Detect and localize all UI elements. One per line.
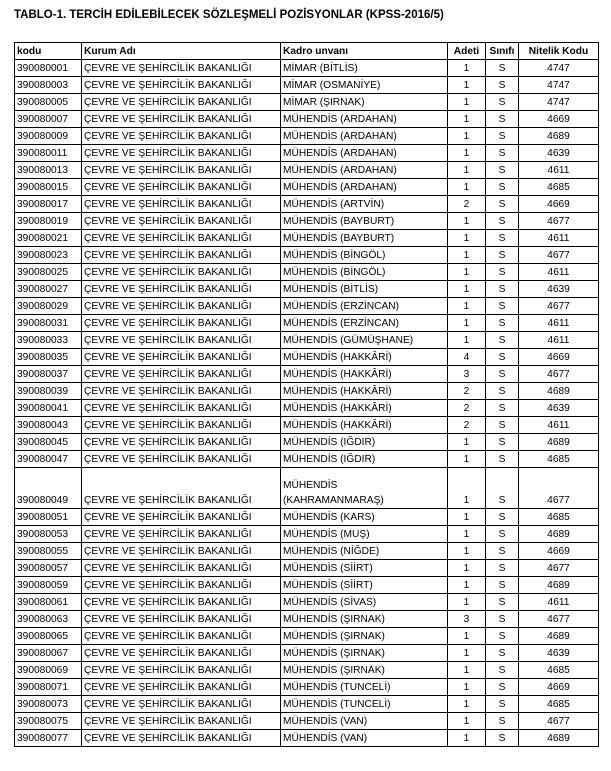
cell-kurum-adi: ÇEVRE VE ŞEHİRCİLİK BAKANLIĞI bbox=[82, 679, 281, 696]
cell-kurum-adi: ÇEVRE VE ŞEHİRCİLİK BAKANLIĞI bbox=[82, 145, 281, 162]
cell-nitelik-kodu: 4689 bbox=[519, 434, 599, 451]
cell-sinifi: S bbox=[486, 594, 519, 611]
cell-kurum-adi: ÇEVRE VE ŞEHİRCİLİK BAKANLIĞI bbox=[82, 264, 281, 281]
table-row bbox=[15, 577, 599, 594]
table-row bbox=[15, 111, 599, 128]
cell-kurum-adi: ÇEVRE VE ŞEHİRCİLİK BAKANLIĞI bbox=[82, 332, 281, 349]
cell-kadro-unvani: MÜHENDİS (VAN) bbox=[281, 730, 448, 747]
table-body bbox=[15, 60, 599, 747]
cell-kodu: 390080033 bbox=[15, 332, 82, 349]
cell-kurum-adi: ÇEVRE VE ŞEHİRCİLİK BAKANLIĞI bbox=[82, 213, 281, 230]
cell-sinifi: S bbox=[486, 434, 519, 451]
cell-adeti: 1 bbox=[448, 264, 486, 281]
cell-kadro-unvani: MÜHENDİS (KARS) bbox=[281, 509, 448, 526]
cell-sinifi: S bbox=[486, 628, 519, 645]
table-row bbox=[15, 128, 599, 145]
cell-sinifi: S bbox=[486, 315, 519, 332]
cell-adeti: 2 bbox=[448, 400, 486, 417]
cell-adeti: 1 bbox=[448, 730, 486, 747]
cell-kodu: 390080059 bbox=[15, 577, 82, 594]
cell-sinifi: S bbox=[486, 577, 519, 594]
cell-kodu: 390080025 bbox=[15, 264, 82, 281]
cell-adeti: 1 bbox=[448, 468, 486, 509]
cell-sinifi: S bbox=[486, 417, 519, 434]
cell-kurum-adi: ÇEVRE VE ŞEHİRCİLİK BAKANLIĞI bbox=[82, 577, 281, 594]
cell-kurum-adi: ÇEVRE VE ŞEHİRCİLİK BAKANLIĞI bbox=[82, 60, 281, 77]
cell-kurum-adi: ÇEVRE VE ŞEHİRCİLİK BAKANLIĞI bbox=[82, 628, 281, 645]
cell-kurum-adi: ÇEVRE VE ŞEHİRCİLİK BAKANLIĞI bbox=[82, 315, 281, 332]
cell-nitelik-kodu: 4669 bbox=[519, 349, 599, 366]
cell-nitelik-kodu: 4685 bbox=[519, 451, 599, 468]
cell-adeti: 1 bbox=[448, 679, 486, 696]
cell-nitelik-kodu: 4611 bbox=[519, 230, 599, 247]
cell-sinifi: S bbox=[486, 713, 519, 730]
cell-nitelik-kodu: 4689 bbox=[519, 526, 599, 543]
cell-kodu: 390080077 bbox=[15, 730, 82, 747]
cell-sinifi: S bbox=[486, 213, 519, 230]
cell-kodu: 390080053 bbox=[15, 526, 82, 543]
cell-kadro-unvani: MÜHENDİS (BİTLİS) bbox=[281, 281, 448, 298]
cell-kadro-unvani: MÜHENDİS (ARTVİN) bbox=[281, 196, 448, 213]
table-row bbox=[15, 230, 599, 247]
cell-nitelik-kodu: 4639 bbox=[519, 281, 599, 298]
cell-nitelik-kodu: 4611 bbox=[519, 264, 599, 281]
cell-kodu: 390080047 bbox=[15, 451, 82, 468]
cell-kadro-unvani: MÜHENDİS (IĞDIR) bbox=[281, 451, 448, 468]
cell-kurum-adi: ÇEVRE VE ŞEHİRCİLİK BAKANLIĞI bbox=[82, 349, 281, 366]
cell-nitelik-kodu: 4677 bbox=[519, 611, 599, 628]
cell-adeti: 1 bbox=[448, 645, 486, 662]
cell-sinifi: S bbox=[486, 145, 519, 162]
cell-sinifi: S bbox=[486, 400, 519, 417]
cell-kurum-adi: ÇEVRE VE ŞEHİRCİLİK BAKANLIĞI bbox=[82, 383, 281, 400]
cell-kurum-adi: ÇEVRE VE ŞEHİRCİLİK BAKANLIĞI bbox=[82, 611, 281, 628]
cell-adeti: 1 bbox=[448, 713, 486, 730]
cell-nitelik-kodu: 4611 bbox=[519, 332, 599, 349]
table-row bbox=[15, 264, 599, 281]
cell-kurum-adi: ÇEVRE VE ŞEHİRCİLİK BAKANLIĞI bbox=[82, 94, 281, 111]
table-row bbox=[15, 60, 599, 77]
cell-adeti: 1 bbox=[448, 145, 486, 162]
table-row bbox=[15, 628, 599, 645]
cell-kurum-adi: ÇEVRE VE ŞEHİRCİLİK BAKANLIĞI bbox=[82, 594, 281, 611]
table-row bbox=[15, 94, 599, 111]
cell-sinifi: S bbox=[486, 730, 519, 747]
cell-adeti: 1 bbox=[448, 594, 486, 611]
cell-kurum-adi: ÇEVRE VE ŞEHİRCİLİK BAKANLIĞI bbox=[82, 434, 281, 451]
cell-nitelik-kodu: 4669 bbox=[519, 111, 599, 128]
cell-sinifi: S bbox=[486, 298, 519, 315]
cell-kodu: 390080063 bbox=[15, 611, 82, 628]
table-row bbox=[15, 509, 599, 526]
cell-adeti: 1 bbox=[448, 577, 486, 594]
table-row bbox=[15, 315, 599, 332]
cell-sinifi: S bbox=[486, 94, 519, 111]
cell-kurum-adi: ÇEVRE VE ŞEHİRCİLİK BAKANLIĞI bbox=[82, 230, 281, 247]
table-row bbox=[15, 383, 599, 400]
cell-adeti: 1 bbox=[448, 696, 486, 713]
cell-kadro-unvani: MÜHENDİS (HAKKÂRİ) bbox=[281, 383, 448, 400]
cell-sinifi: S bbox=[486, 366, 519, 383]
cell-kurum-adi: ÇEVRE VE ŞEHİRCİLİK BAKANLIĞI bbox=[82, 509, 281, 526]
cell-adeti: 1 bbox=[448, 60, 486, 77]
cell-adeti: 1 bbox=[448, 509, 486, 526]
header-kodu: kodu bbox=[15, 43, 82, 60]
cell-kodu: 390080055 bbox=[15, 543, 82, 560]
table-row bbox=[15, 213, 599, 230]
cell-kodu: 390080001 bbox=[15, 60, 82, 77]
table-header-row bbox=[15, 43, 599, 60]
table-row bbox=[15, 417, 599, 434]
cell-nitelik-kodu: 4747 bbox=[519, 77, 599, 94]
cell-kodu: 390080041 bbox=[15, 400, 82, 417]
cell-kadro-unvani: MÜHENDİS (BAYBURT) bbox=[281, 230, 448, 247]
cell-kadro-unvani: MÜHENDİS (GÜMÜŞHANE) bbox=[281, 332, 448, 349]
cell-kadro-unvani: MİMAR (OSMANİYE) bbox=[281, 77, 448, 94]
cell-kodu: 390080043 bbox=[15, 417, 82, 434]
cell-kurum-adi: ÇEVRE VE ŞEHİRCİLİK BAKANLIĞI bbox=[82, 543, 281, 560]
cell-adeti: 1 bbox=[448, 281, 486, 298]
cell-sinifi: S bbox=[486, 349, 519, 366]
cell-kodu: 390080057 bbox=[15, 560, 82, 577]
header-kurum-adi: Kurum Adı bbox=[82, 43, 281, 60]
cell-kurum-adi: ÇEVRE VE ŞEHİRCİLİK BAKANLIĞI bbox=[82, 196, 281, 213]
cell-kadro-unvani: MÜHENDİS (ŞIRNAK) bbox=[281, 662, 448, 679]
table-row bbox=[15, 594, 599, 611]
cell-sinifi: S bbox=[486, 332, 519, 349]
cell-kodu: 390080009 bbox=[15, 128, 82, 145]
cell-sinifi: S bbox=[486, 509, 519, 526]
cell-kodu: 390080019 bbox=[15, 213, 82, 230]
cell-kodu: 390080065 bbox=[15, 628, 82, 645]
cell-adeti: 1 bbox=[448, 543, 486, 560]
cell-kurum-adi: ÇEVRE VE ŞEHİRCİLİK BAKANLIĞI bbox=[82, 713, 281, 730]
cell-sinifi: S bbox=[486, 111, 519, 128]
cell-adeti: 1 bbox=[448, 526, 486, 543]
cell-kodu: 390080069 bbox=[15, 662, 82, 679]
cell-kodu: 390080073 bbox=[15, 696, 82, 713]
table-row bbox=[15, 332, 599, 349]
cell-nitelik-kodu: 4689 bbox=[519, 577, 599, 594]
cell-kodu: 390080049 bbox=[15, 468, 82, 509]
cell-kadro-unvani: MİMAR (BİTLİS) bbox=[281, 60, 448, 77]
cell-nitelik-kodu: 4689 bbox=[519, 628, 599, 645]
cell-adeti: 1 bbox=[448, 162, 486, 179]
cell-kadro-unvani: MÜHENDİS (KAHRAMANMARAŞ) bbox=[281, 468, 448, 509]
cell-nitelik-kodu: 4677 bbox=[519, 213, 599, 230]
cell-kadro-unvani: MİMAR (ŞIRNAK) bbox=[281, 94, 448, 111]
cell-kodu: 390080067 bbox=[15, 645, 82, 662]
cell-kadro-unvani: MÜHENDİS (VAN) bbox=[281, 713, 448, 730]
cell-kurum-adi: ÇEVRE VE ŞEHİRCİLİK BAKANLIĞI bbox=[82, 247, 281, 264]
header-adeti: Adeti bbox=[448, 43, 486, 60]
cell-sinifi: S bbox=[486, 543, 519, 560]
cell-sinifi: S bbox=[486, 679, 519, 696]
cell-nitelik-kodu: 4747 bbox=[519, 60, 599, 77]
cell-nitelik-kodu: 4677 bbox=[519, 298, 599, 315]
cell-kodu: 390080035 bbox=[15, 349, 82, 366]
cell-kurum-adi: ÇEVRE VE ŞEHİRCİLİK BAKANLIĞI bbox=[82, 468, 281, 509]
cell-kadro-unvani: MÜHENDİS (ERZİNCAN) bbox=[281, 315, 448, 332]
cell-nitelik-kodu: 4611 bbox=[519, 417, 599, 434]
cell-kurum-adi: ÇEVRE VE ŞEHİRCİLİK BAKANLIĞI bbox=[82, 366, 281, 383]
table-row bbox=[15, 679, 599, 696]
cell-kurum-adi: ÇEVRE VE ŞEHİRCİLİK BAKANLIĞI bbox=[82, 526, 281, 543]
cell-nitelik-kodu: 4677 bbox=[519, 713, 599, 730]
table-row bbox=[15, 730, 599, 747]
cell-kadro-unvani: MÜHENDİS (ERZİNCAN) bbox=[281, 298, 448, 315]
cell-adeti: 1 bbox=[448, 662, 486, 679]
cell-kodu: 390080011 bbox=[15, 145, 82, 162]
cell-adeti: 1 bbox=[448, 628, 486, 645]
table-row bbox=[15, 162, 599, 179]
cell-sinifi: S bbox=[486, 60, 519, 77]
cell-kodu: 390080051 bbox=[15, 509, 82, 526]
cell-nitelik-kodu: 4639 bbox=[519, 645, 599, 662]
cell-sinifi: S bbox=[486, 662, 519, 679]
cell-nitelik-kodu: 4639 bbox=[519, 145, 599, 162]
header-kadro-unvani: Kadro unvanı bbox=[281, 43, 448, 60]
cell-adeti: 2 bbox=[448, 383, 486, 400]
cell-kodu: 390080017 bbox=[15, 196, 82, 213]
table-row bbox=[15, 526, 599, 543]
cell-kurum-adi: ÇEVRE VE ŞEHİRCİLİK BAKANLIĞI bbox=[82, 400, 281, 417]
table-row bbox=[15, 400, 599, 417]
cell-nitelik-kodu: 4689 bbox=[519, 730, 599, 747]
table-row bbox=[15, 434, 599, 451]
cell-kurum-adi: ÇEVRE VE ŞEHİRCİLİK BAKANLIĞI bbox=[82, 77, 281, 94]
cell-kurum-adi: ÇEVRE VE ŞEHİRCİLİK BAKANLIĞI bbox=[82, 645, 281, 662]
cell-kurum-adi: ÇEVRE VE ŞEHİRCİLİK BAKANLIĞI bbox=[82, 417, 281, 434]
table-row bbox=[15, 196, 599, 213]
cell-sinifi: S bbox=[486, 383, 519, 400]
table-row bbox=[15, 77, 599, 94]
table-row bbox=[15, 366, 599, 383]
cell-kurum-adi: ÇEVRE VE ŞEHİRCİLİK BAKANLIĞI bbox=[82, 298, 281, 315]
cell-kadro-unvani: MÜHENDİS (SİVAS) bbox=[281, 594, 448, 611]
table-row bbox=[15, 349, 599, 366]
cell-sinifi: S bbox=[486, 77, 519, 94]
cell-kadro-unvani: MÜHENDİS (ARDAHAN) bbox=[281, 145, 448, 162]
cell-sinifi: S bbox=[486, 645, 519, 662]
cell-kodu: 390080003 bbox=[15, 77, 82, 94]
cell-nitelik-kodu: 4677 bbox=[519, 366, 599, 383]
cell-adeti: 1 bbox=[448, 560, 486, 577]
cell-sinifi: S bbox=[486, 196, 519, 213]
cell-adeti: 1 bbox=[448, 179, 486, 196]
cell-kadro-unvani: MÜHENDİS (HAKKÂRİ) bbox=[281, 366, 448, 383]
table-row bbox=[15, 281, 599, 298]
cell-kadro-unvani: MÜHENDİS (BAYBURT) bbox=[281, 213, 448, 230]
cell-kurum-adi: ÇEVRE VE ŞEHİRCİLİK BAKANLIĞI bbox=[82, 560, 281, 577]
cell-kadro-unvani: MÜHENDİS (HAKKÂRİ) bbox=[281, 349, 448, 366]
cell-sinifi: S bbox=[486, 451, 519, 468]
cell-sinifi: S bbox=[486, 179, 519, 196]
cell-adeti: 1 bbox=[448, 298, 486, 315]
cell-sinifi: S bbox=[486, 526, 519, 543]
cell-nitelik-kodu: 4611 bbox=[519, 315, 599, 332]
cell-kodu: 390080061 bbox=[15, 594, 82, 611]
table-row bbox=[15, 713, 599, 730]
cell-kurum-adi: ÇEVRE VE ŞEHİRCİLİK BAKANLIĞI bbox=[82, 662, 281, 679]
positions-table bbox=[14, 42, 599, 747]
cell-nitelik-kodu: 4611 bbox=[519, 162, 599, 179]
cell-sinifi: S bbox=[486, 281, 519, 298]
cell-nitelik-kodu: 4677 bbox=[519, 560, 599, 577]
cell-kodu: 390080029 bbox=[15, 298, 82, 315]
cell-adeti: 1 bbox=[448, 230, 486, 247]
cell-kadro-unvani: MÜHENDİS (TUNCELİ) bbox=[281, 696, 448, 713]
cell-sinifi: S bbox=[486, 468, 519, 509]
table-row bbox=[15, 247, 599, 264]
cell-kadro-unvani: MÜHENDİS (HAKKÂRİ) bbox=[281, 400, 448, 417]
table-row bbox=[15, 468, 599, 509]
cell-kadro-unvani: MÜHENDİS (TUNCELİ) bbox=[281, 679, 448, 696]
cell-kadro-unvani: MÜHENDİS (ARDAHAN) bbox=[281, 162, 448, 179]
cell-adeti: 4 bbox=[448, 349, 486, 366]
cell-kurum-adi: ÇEVRE VE ŞEHİRCİLİK BAKANLIĞI bbox=[82, 696, 281, 713]
cell-kadro-unvani: MÜHENDİS (SİİRT) bbox=[281, 560, 448, 577]
cell-kadro-unvani: MÜHENDİS (NİĞDE) bbox=[281, 543, 448, 560]
cell-kodu: 390080015 bbox=[15, 179, 82, 196]
cell-adeti: 1 bbox=[448, 213, 486, 230]
cell-kadro-unvani: MÜHENDİS (ŞIRNAK) bbox=[281, 611, 448, 628]
table-row bbox=[15, 662, 599, 679]
cell-kurum-adi: ÇEVRE VE ŞEHİRCİLİK BAKANLIĞI bbox=[82, 111, 281, 128]
cell-kadro-unvani: MÜHENDİS (SİİRT) bbox=[281, 577, 448, 594]
cell-adeti: 1 bbox=[448, 451, 486, 468]
header-sinifi: Sınıfı bbox=[486, 43, 519, 60]
cell-kadro-unvani: MÜHENDİS (ŞIRNAK) bbox=[281, 645, 448, 662]
cell-nitelik-kodu: 4747 bbox=[519, 94, 599, 111]
table-row bbox=[15, 645, 599, 662]
cell-adeti: 3 bbox=[448, 611, 486, 628]
cell-nitelik-kodu: 4639 bbox=[519, 400, 599, 417]
cell-nitelik-kodu: 4677 bbox=[519, 247, 599, 264]
cell-kodu: 390080005 bbox=[15, 94, 82, 111]
cell-kadro-unvani: MÜHENDİS (BİNGÖL) bbox=[281, 264, 448, 281]
cell-adeti: 1 bbox=[448, 332, 486, 349]
cell-sinifi: S bbox=[486, 264, 519, 281]
cell-kodu: 390080007 bbox=[15, 111, 82, 128]
cell-adeti: 1 bbox=[448, 111, 486, 128]
cell-kurum-adi: ÇEVRE VE ŞEHİRCİLİK BAKANLIĞI bbox=[82, 730, 281, 747]
cell-sinifi: S bbox=[486, 162, 519, 179]
cell-sinifi: S bbox=[486, 230, 519, 247]
cell-kodu: 390080027 bbox=[15, 281, 82, 298]
cell-kurum-adi: ÇEVRE VE ŞEHİRCİLİK BAKANLIĞI bbox=[82, 451, 281, 468]
cell-nitelik-kodu: 4689 bbox=[519, 383, 599, 400]
cell-nitelik-kodu: 4669 bbox=[519, 543, 599, 560]
cell-kodu: 390080039 bbox=[15, 383, 82, 400]
cell-kodu: 390080013 bbox=[15, 162, 82, 179]
cell-adeti: 2 bbox=[448, 417, 486, 434]
table-row bbox=[15, 145, 599, 162]
cell-nitelik-kodu: 4689 bbox=[519, 128, 599, 145]
cell-adeti: 1 bbox=[448, 128, 486, 145]
cell-nitelik-kodu: 4669 bbox=[519, 679, 599, 696]
cell-adeti: 1 bbox=[448, 315, 486, 332]
cell-adeti: 1 bbox=[448, 94, 486, 111]
cell-sinifi: S bbox=[486, 611, 519, 628]
cell-kadro-unvani: MÜHENDİS (ARDAHAN) bbox=[281, 111, 448, 128]
cell-nitelik-kodu: 4685 bbox=[519, 179, 599, 196]
cell-sinifi: S bbox=[486, 560, 519, 577]
cell-kurum-adi: ÇEVRE VE ŞEHİRCİLİK BAKANLIĞI bbox=[82, 179, 281, 196]
cell-kodu: 390080023 bbox=[15, 247, 82, 264]
cell-adeti: 1 bbox=[448, 247, 486, 264]
cell-kodu: 390080071 bbox=[15, 679, 82, 696]
cell-kodu: 390080037 bbox=[15, 366, 82, 383]
cell-nitelik-kodu: 4611 bbox=[519, 594, 599, 611]
cell-nitelik-kodu: 4677 bbox=[519, 468, 599, 509]
cell-kodu: 390080045 bbox=[15, 434, 82, 451]
cell-sinifi: S bbox=[486, 128, 519, 145]
table-row bbox=[15, 451, 599, 468]
cell-kodu: 390080021 bbox=[15, 230, 82, 247]
cell-kadro-unvani: MÜHENDİS (IĞDIR) bbox=[281, 434, 448, 451]
cell-kodu: 390080031 bbox=[15, 315, 82, 332]
table-row bbox=[15, 560, 599, 577]
cell-kadro-unvani: MÜHENDİS (HAKKÂRİ) bbox=[281, 417, 448, 434]
cell-kadro-unvani: MÜHENDİS (BİNGÖL) bbox=[281, 247, 448, 264]
table-row bbox=[15, 696, 599, 713]
cell-adeti: 1 bbox=[448, 77, 486, 94]
header-nitelik-kodu: Nitelik Kodu bbox=[519, 43, 599, 60]
cell-adeti: 1 bbox=[448, 434, 486, 451]
table-row bbox=[15, 543, 599, 560]
table-row bbox=[15, 179, 599, 196]
cell-adeti: 2 bbox=[448, 196, 486, 213]
table-row bbox=[15, 298, 599, 315]
table-row bbox=[15, 611, 599, 628]
cell-nitelik-kodu: 4685 bbox=[519, 662, 599, 679]
cell-nitelik-kodu: 4669 bbox=[519, 196, 599, 213]
cell-kadro-unvani: MÜHENDİS (MUŞ) bbox=[281, 526, 448, 543]
page-title: TABLO-1. TERCİH EDİLEBİLECEK SÖZLEŞMELİ POZİSYONLAR (KPSS-2016/5) bbox=[14, 9, 444, 21]
cell-kadro-unvani: MÜHENDİS (ARDAHAN) bbox=[281, 128, 448, 145]
cell-adeti: 3 bbox=[448, 366, 486, 383]
cell-kurum-adi: ÇEVRE VE ŞEHİRCİLİK BAKANLIĞI bbox=[82, 281, 281, 298]
cell-kadro-unvani: MÜHENDİS (ŞIRNAK) bbox=[281, 628, 448, 645]
cell-nitelik-kodu: 4685 bbox=[519, 509, 599, 526]
cell-kadro-unvani: MÜHENDİS (ARDAHAN) bbox=[281, 179, 448, 196]
cell-kodu: 390080075 bbox=[15, 713, 82, 730]
cell-nitelik-kodu: 4685 bbox=[519, 696, 599, 713]
cell-sinifi: S bbox=[486, 247, 519, 264]
cell-kurum-adi: ÇEVRE VE ŞEHİRCİLİK BAKANLIĞI bbox=[82, 128, 281, 145]
cell-sinifi: S bbox=[486, 696, 519, 713]
cell-kurum-adi: ÇEVRE VE ŞEHİRCİLİK BAKANLIĞI bbox=[82, 162, 281, 179]
